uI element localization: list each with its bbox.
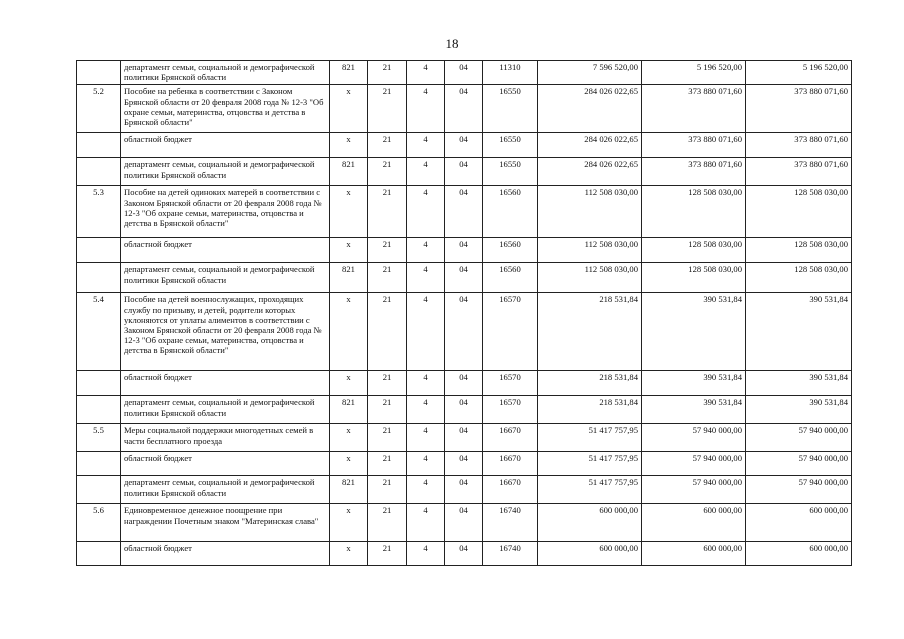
amount-year3-cell: 128 508 030,00	[746, 263, 852, 293]
page-number: 18	[445, 36, 459, 51]
table-row	[77, 424, 852, 452]
subsection-cell: 4	[407, 396, 445, 424]
direction-code-cell: 16670	[483, 452, 538, 476]
amount-year2-cell: 128 508 030,00	[642, 263, 746, 293]
row-number-cell: 5.6	[77, 504, 121, 542]
amount-year3-cell: 600 000,00	[746, 504, 852, 542]
amount-year3-cell: 373 880 071,60	[746, 85, 852, 133]
row-number-cell	[77, 371, 121, 396]
admin-code-cell: x	[330, 542, 368, 566]
section-cell: 21	[368, 61, 407, 85]
row-name-cell: Пособие на ребенка в соответствии с Законом Брянской области от 20 февраля 2008 года № 12-3 "Об охране семьи, материнства, отцовства и детства в Брянской области"	[121, 85, 330, 133]
row-name-cell: областной бюджет	[121, 452, 330, 476]
table-row	[77, 85, 852, 133]
table-row	[77, 186, 852, 238]
section-cell: 21	[368, 452, 407, 476]
table-row	[77, 396, 852, 424]
program-cell: 04	[445, 424, 483, 452]
section-cell: 21	[368, 293, 407, 371]
section-cell: 21	[368, 424, 407, 452]
direction-code-cell: 16550	[483, 133, 538, 158]
amount-year1-cell: 51 417 757,95	[538, 452, 642, 476]
row-number-cell	[77, 238, 121, 263]
amount-year2-cell: 390 531,84	[642, 396, 746, 424]
amount-year1-cell: 218 531,84	[538, 293, 642, 371]
admin-code-cell: x	[330, 452, 368, 476]
table-row	[77, 293, 852, 371]
subsection-cell: 4	[407, 424, 445, 452]
section-cell: 21	[368, 186, 407, 238]
subsection-cell: 4	[407, 133, 445, 158]
direction-code-cell: 16560	[483, 186, 538, 238]
admin-code-cell: x	[330, 504, 368, 542]
table-row	[77, 133, 852, 158]
subsection-cell: 4	[407, 542, 445, 566]
row-number-cell	[77, 61, 121, 85]
admin-code-cell: x	[330, 293, 368, 371]
amount-year2-cell: 5 196 520,00	[642, 61, 746, 85]
section-cell: 21	[368, 133, 407, 158]
admin-code-cell: 821	[330, 396, 368, 424]
admin-code-cell: 821	[330, 61, 368, 85]
program-cell: 04	[445, 263, 483, 293]
direction-code-cell: 16550	[483, 85, 538, 133]
row-name-cell: департамент семьи, социальной и демографической политики Брянской области	[121, 158, 330, 186]
amount-year2-cell: 373 880 071,60	[642, 158, 746, 186]
section-cell: 21	[368, 504, 407, 542]
section-cell: 21	[368, 158, 407, 186]
amount-year1-cell: 51 417 757,95	[538, 424, 642, 452]
row-number-cell	[77, 263, 121, 293]
admin-code-cell: 821	[330, 476, 368, 504]
amount-year1-cell: 51 417 757,95	[538, 476, 642, 504]
amount-year3-cell: 390 531,84	[746, 396, 852, 424]
admin-code-cell: x	[330, 238, 368, 263]
row-number-cell	[77, 158, 121, 186]
amount-year2-cell: 128 508 030,00	[642, 186, 746, 238]
amount-year2-cell: 600 000,00	[642, 504, 746, 542]
admin-code-cell: 821	[330, 158, 368, 186]
row-name-cell: областной бюджет	[121, 133, 330, 158]
amount-year1-cell: 7 596 520,00	[538, 61, 642, 85]
subsection-cell: 4	[407, 452, 445, 476]
subsection-cell: 4	[407, 504, 445, 542]
amount-year1-cell: 218 531,84	[538, 371, 642, 396]
row-name-cell: Единовременное денежное поощрение при награждении Почетным знаком "Материнская слава"	[121, 504, 330, 542]
amount-year3-cell: 373 880 071,60	[746, 158, 852, 186]
subsection-cell: 4	[407, 238, 445, 263]
program-cell: 04	[445, 396, 483, 424]
amount-year2-cell: 128 508 030,00	[642, 238, 746, 263]
direction-code-cell: 16560	[483, 263, 538, 293]
amount-year3-cell: 57 940 000,00	[746, 476, 852, 504]
program-cell: 04	[445, 476, 483, 504]
admin-code-cell: x	[330, 186, 368, 238]
program-cell: 04	[445, 85, 483, 133]
program-cell: 04	[445, 542, 483, 566]
program-cell: 04	[445, 186, 483, 238]
amount-year3-cell: 5 196 520,00	[746, 61, 852, 85]
table-row	[77, 371, 852, 396]
amount-year3-cell: 57 940 000,00	[746, 424, 852, 452]
amount-year2-cell: 373 880 071,60	[642, 85, 746, 133]
row-name-cell: департамент семьи, социальной и демографической политики Брянской области	[121, 396, 330, 424]
amount-year2-cell: 600 000,00	[642, 542, 746, 566]
amount-year2-cell: 390 531,84	[642, 293, 746, 371]
row-number-cell	[77, 396, 121, 424]
budget-table-body	[77, 61, 852, 566]
amount-year1-cell: 600 000,00	[538, 542, 642, 566]
amount-year1-cell: 600 000,00	[538, 504, 642, 542]
direction-code-cell: 16560	[483, 238, 538, 263]
table-row	[77, 542, 852, 566]
direction-code-cell: 11310	[483, 61, 538, 85]
table-row	[77, 263, 852, 293]
table-row	[77, 238, 852, 263]
subsection-cell: 4	[407, 263, 445, 293]
row-number-cell	[77, 133, 121, 158]
section-cell: 21	[368, 85, 407, 133]
subsection-cell: 4	[407, 371, 445, 396]
direction-code-cell: 16570	[483, 396, 538, 424]
subsection-cell: 4	[407, 158, 445, 186]
amount-year2-cell: 57 940 000,00	[642, 476, 746, 504]
row-number-cell	[77, 542, 121, 566]
direction-code-cell: 16740	[483, 542, 538, 566]
direction-code-cell: 16550	[483, 158, 538, 186]
section-cell: 21	[368, 396, 407, 424]
program-cell: 04	[445, 158, 483, 186]
direction-code-cell: 16670	[483, 476, 538, 504]
program-cell: 04	[445, 293, 483, 371]
table-row	[77, 61, 852, 85]
amount-year3-cell: 600 000,00	[746, 542, 852, 566]
amount-year3-cell: 128 508 030,00	[746, 186, 852, 238]
direction-code-cell: 16570	[483, 371, 538, 396]
amount-year1-cell: 112 508 030,00	[538, 263, 642, 293]
section-cell: 21	[368, 542, 407, 566]
direction-code-cell: 16670	[483, 424, 538, 452]
program-cell: 04	[445, 504, 483, 542]
amount-year1-cell: 112 508 030,00	[538, 186, 642, 238]
direction-code-cell: 16740	[483, 504, 538, 542]
row-name-cell: Меры социальной поддержки многодетных семей в части бесплатного проезда	[121, 424, 330, 452]
budget-table	[76, 60, 852, 566]
row-name-cell: областной бюджет	[121, 542, 330, 566]
section-cell: 21	[368, 371, 407, 396]
program-cell: 04	[445, 61, 483, 85]
table-row	[77, 504, 852, 542]
admin-code-cell: x	[330, 133, 368, 158]
program-cell: 04	[445, 133, 483, 158]
program-cell: 04	[445, 238, 483, 263]
row-number-cell: 5.3	[77, 186, 121, 238]
row-name-cell: Пособие на детей одиноких матерей в соответствии с Законом Брянской области от 20 февраля 2008 года № 12-3 "Об охране семьи, материнства, отцовства и детства в Брянской области"	[121, 186, 330, 238]
program-cell: 04	[445, 452, 483, 476]
amount-year3-cell: 57 940 000,00	[746, 452, 852, 476]
subsection-cell: 4	[407, 61, 445, 85]
amount-year2-cell: 57 940 000,00	[642, 452, 746, 476]
table-row	[77, 452, 852, 476]
amount-year3-cell: 128 508 030,00	[746, 238, 852, 263]
section-cell: 21	[368, 238, 407, 263]
subsection-cell: 4	[407, 476, 445, 504]
admin-code-cell: x	[330, 85, 368, 133]
section-cell: 21	[368, 263, 407, 293]
subsection-cell: 4	[407, 186, 445, 238]
amount-year2-cell: 390 531,84	[642, 371, 746, 396]
row-number-cell	[77, 452, 121, 476]
row-number-cell	[77, 476, 121, 504]
subsection-cell: 4	[407, 85, 445, 133]
program-cell: 04	[445, 371, 483, 396]
section-cell: 21	[368, 476, 407, 504]
table-row	[77, 476, 852, 504]
table-row	[77, 158, 852, 186]
amount-year1-cell: 284 026 022,65	[538, 85, 642, 133]
amount-year1-cell: 284 026 022,65	[538, 133, 642, 158]
row-name-cell: Пособие на детей военнослужащих, проходящих службу по призыву, и детей, родители которых уклоняются от уплаты алиментов в соответствии с Законом Брянской области от 20 февраля 2008 года № 12-3 "Об охране семьи, материнства, отцовства и детства в Брянской области"	[121, 293, 330, 371]
row-name-cell: департамент семьи, социальной и демографической политики Брянской области	[121, 476, 330, 504]
amount-year2-cell: 57 940 000,00	[642, 424, 746, 452]
row-name-cell: департамент семьи, социальной и демографической политики Брянской области	[121, 263, 330, 293]
amount-year3-cell: 390 531,84	[746, 371, 852, 396]
row-number-cell: 5.4	[77, 293, 121, 371]
amount-year1-cell: 284 026 022,65	[538, 158, 642, 186]
admin-code-cell: 821	[330, 263, 368, 293]
amount-year2-cell: 373 880 071,60	[642, 133, 746, 158]
amount-year1-cell: 112 508 030,00	[538, 238, 642, 263]
amount-year3-cell: 390 531,84	[746, 293, 852, 371]
amount-year1-cell: 218 531,84	[538, 396, 642, 424]
row-name-cell: областной бюджет	[121, 238, 330, 263]
subsection-cell: 4	[407, 293, 445, 371]
admin-code-cell: x	[330, 371, 368, 396]
row-number-cell: 5.2	[77, 85, 121, 133]
row-name-cell: областной бюджет	[121, 371, 330, 396]
row-name-cell: департамент семьи, социальной и демографической политики Брянской области	[121, 61, 330, 85]
row-number-cell: 5.5	[77, 424, 121, 452]
amount-year3-cell: 373 880 071,60	[746, 133, 852, 158]
admin-code-cell: x	[330, 424, 368, 452]
direction-code-cell: 16570	[483, 293, 538, 371]
